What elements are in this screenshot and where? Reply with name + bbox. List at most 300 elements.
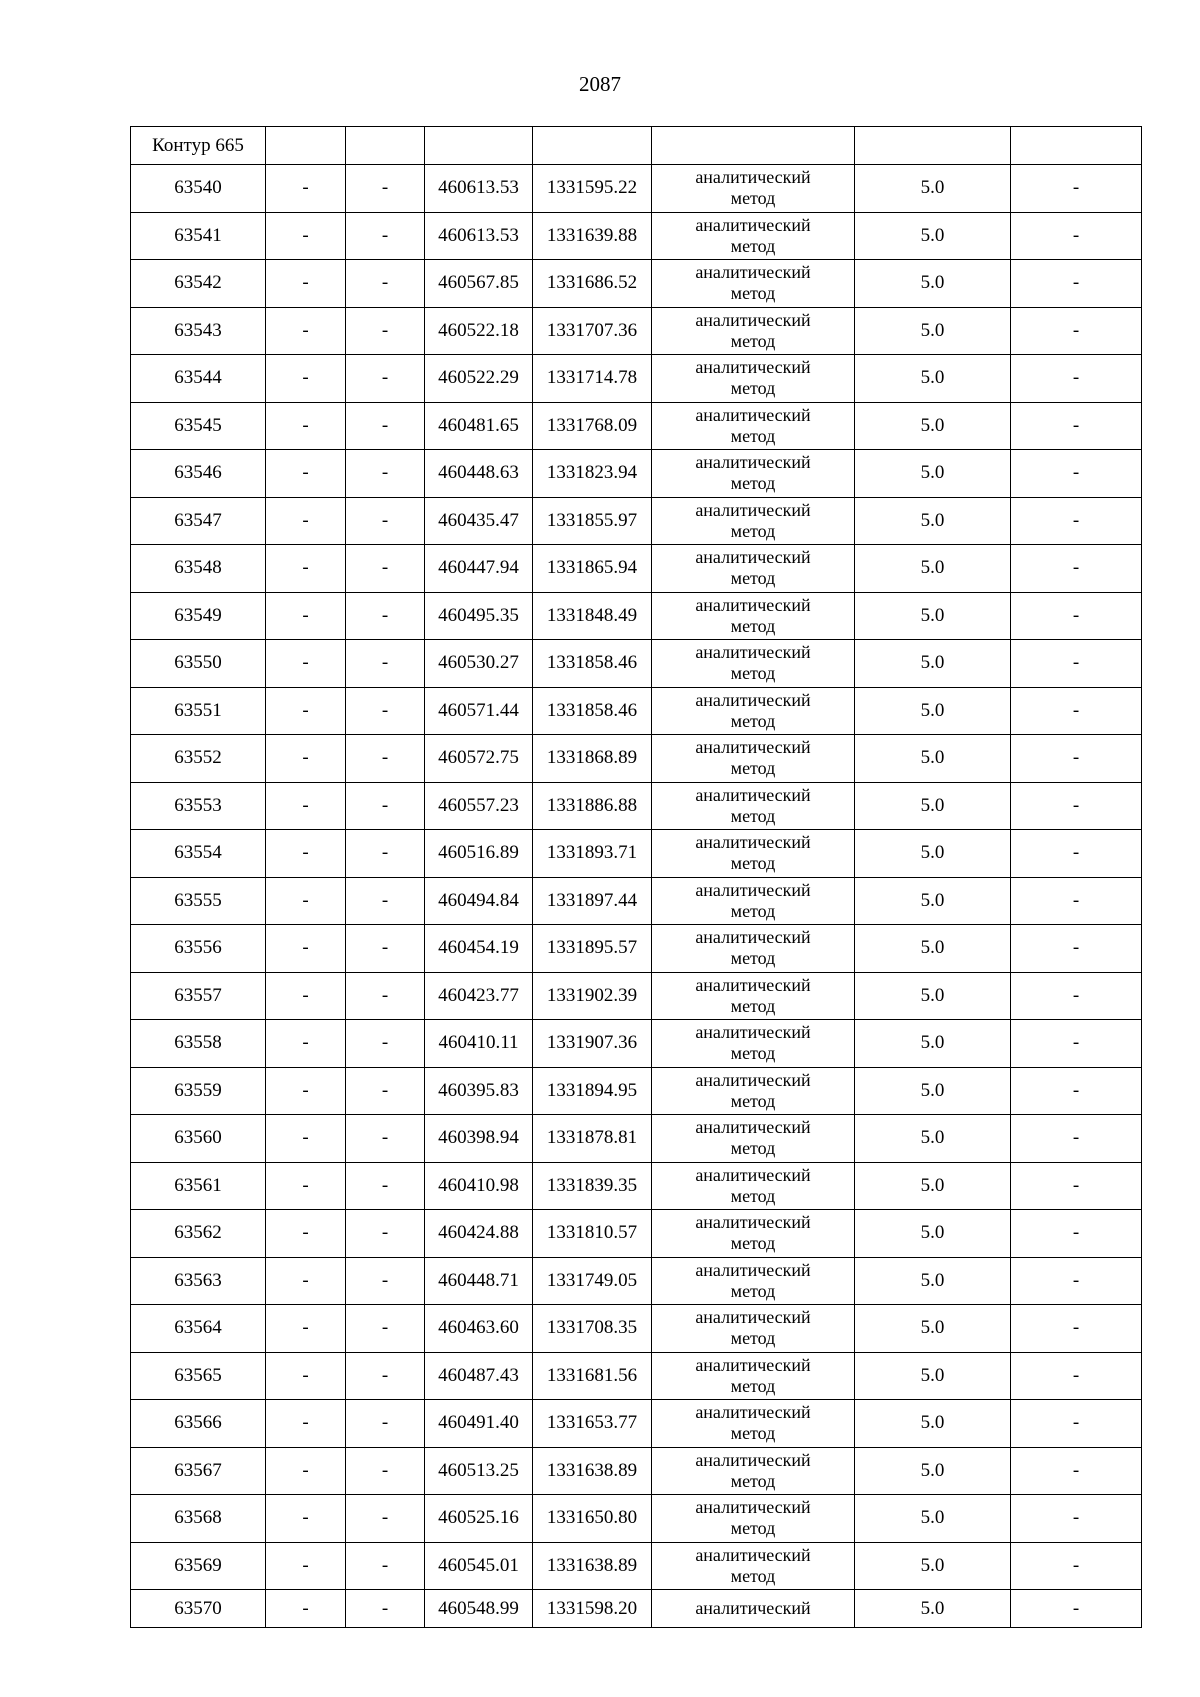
y-coordinate-cell: 1331855.97: [533, 497, 652, 545]
table-row: [131, 782, 1142, 830]
table-row: [131, 1495, 1142, 1543]
x-coordinate-cell: 460522.29: [425, 355, 533, 403]
table-row: [131, 1590, 1142, 1628]
method-cell: [652, 212, 855, 260]
table-body: [131, 127, 1142, 1628]
dash-cell: -: [1011, 1305, 1142, 1353]
dash-cell: -: [346, 687, 425, 735]
accuracy-cell: 5.0: [855, 1067, 1011, 1115]
table-row: [131, 877, 1142, 925]
method-line-1: аналитический: [695, 879, 811, 900]
y-coordinate-cell: 1331858.46: [533, 687, 652, 735]
dash-cell: -: [1011, 1115, 1142, 1163]
x-coordinate-cell: 460410.11: [425, 1020, 533, 1068]
method-line-1: аналитический: [695, 1449, 811, 1470]
method-cell: [652, 1020, 855, 1068]
point-number-cell: 63561: [131, 1162, 266, 1210]
method-line-2: метод: [730, 948, 776, 969]
empty-cell: [855, 127, 1011, 165]
method-line-1: аналитический: [695, 309, 811, 330]
accuracy-cell: 5.0: [855, 1115, 1011, 1163]
point-number-cell: 63550: [131, 640, 266, 688]
table-row: [131, 402, 1142, 450]
dash-cell: -: [1011, 1162, 1142, 1210]
dash-cell: -: [346, 212, 425, 260]
accuracy-cell: 5.0: [855, 165, 1011, 213]
dash-cell: -: [1011, 1257, 1142, 1305]
method-cell: [652, 1400, 855, 1448]
dash-cell: -: [266, 1352, 346, 1400]
y-coordinate-cell: 1331878.81: [533, 1115, 652, 1163]
dash-cell: -: [266, 260, 346, 308]
dash-cell: -: [266, 1447, 346, 1495]
method-line-1: аналитический: [695, 499, 811, 520]
method-cell: [652, 1352, 855, 1400]
dash-cell: -: [1011, 355, 1142, 403]
dash-cell: -: [266, 1020, 346, 1068]
dash-cell: -: [266, 735, 346, 783]
table-row: [131, 355, 1142, 403]
y-coordinate-cell: 1331681.56: [533, 1352, 652, 1400]
method-line-2: метод: [730, 235, 776, 256]
dash-cell: -: [266, 1590, 346, 1628]
method-line-1: аналитический: [695, 1307, 811, 1328]
method-line-1: аналитический: [695, 689, 811, 710]
table-row: [131, 735, 1142, 783]
method-cell: [652, 925, 855, 973]
method-line-2: метод: [730, 1328, 776, 1349]
dash-cell: -: [346, 925, 425, 973]
accuracy-cell: 5.0: [855, 1542, 1011, 1590]
x-coordinate-cell: 460495.35: [425, 592, 533, 640]
method-cell: [652, 735, 855, 783]
dash-cell: -: [266, 782, 346, 830]
table-row: [131, 260, 1142, 308]
method-line-1: аналитический: [695, 642, 811, 663]
dash-cell: -: [346, 1067, 425, 1115]
table-row: [131, 1067, 1142, 1115]
method-line-1: аналитический: [695, 214, 811, 235]
dash-cell: -: [346, 355, 425, 403]
method-cell: [652, 1590, 855, 1628]
method-line-2: метод: [730, 1423, 776, 1444]
accuracy-cell: 5.0: [855, 925, 1011, 973]
dash-cell: -: [346, 735, 425, 783]
y-coordinate-cell: 1331638.89: [533, 1447, 652, 1495]
table-row: [131, 1542, 1142, 1590]
accuracy-cell: 5.0: [855, 877, 1011, 925]
method-cell: [652, 1162, 855, 1210]
dash-cell: -: [266, 545, 346, 593]
x-coordinate-cell: 460463.60: [425, 1305, 533, 1353]
dash-cell: -: [346, 1400, 425, 1448]
dash-cell: -: [1011, 1020, 1142, 1068]
accuracy-cell: 5.0: [855, 260, 1011, 308]
dash-cell: -: [346, 1447, 425, 1495]
accuracy-cell: 5.0: [855, 1447, 1011, 1495]
method-cell: [652, 1210, 855, 1258]
method-line-2: метод: [730, 805, 776, 826]
table-row: [131, 497, 1142, 545]
method-cell: [652, 1447, 855, 1495]
method-line-2: метод: [730, 1280, 776, 1301]
dash-cell: -: [346, 592, 425, 640]
y-coordinate-cell: 1331749.05: [533, 1257, 652, 1305]
empty-cell: [1011, 127, 1142, 165]
dash-cell: -: [266, 1257, 346, 1305]
x-coordinate-cell: 460557.23: [425, 782, 533, 830]
empty-cell: [652, 127, 855, 165]
dash-cell: -: [266, 1115, 346, 1163]
y-coordinate-cell: 1331598.20: [533, 1590, 652, 1628]
method-line-1: аналитический: [695, 1598, 811, 1618]
empty-cell: [266, 127, 346, 165]
coordinates-table: [130, 126, 1142, 1628]
dash-cell: -: [266, 877, 346, 925]
method-cell: [652, 972, 855, 1020]
method-line-2: метод: [730, 710, 776, 731]
x-coordinate-cell: 460613.53: [425, 212, 533, 260]
x-coordinate-cell: 460571.44: [425, 687, 533, 735]
dash-cell: -: [1011, 260, 1142, 308]
dash-cell: -: [1011, 1400, 1142, 1448]
table-row: [131, 1400, 1142, 1448]
method-line-2: метод: [730, 330, 776, 351]
accuracy-cell: 5.0: [855, 1020, 1011, 1068]
contour-header-row: [131, 127, 1142, 165]
dash-cell: -: [346, 782, 425, 830]
x-coordinate-cell: 460410.98: [425, 1162, 533, 1210]
dash-cell: -: [1011, 545, 1142, 593]
x-coordinate-cell: 460516.89: [425, 830, 533, 878]
accuracy-cell: 5.0: [855, 1162, 1011, 1210]
dash-cell: -: [266, 1542, 346, 1590]
dash-cell: -: [346, 260, 425, 308]
accuracy-cell: 5.0: [855, 1210, 1011, 1258]
x-coordinate-cell: 460423.77: [425, 972, 533, 1020]
method-line-2: метод: [730, 1375, 776, 1396]
dash-cell: -: [346, 307, 425, 355]
dash-cell: -: [1011, 925, 1142, 973]
x-coordinate-cell: 460448.71: [425, 1257, 533, 1305]
method-line-2: метод: [730, 1090, 776, 1111]
method-line-2: метод: [730, 1233, 776, 1254]
method-cell: [652, 782, 855, 830]
method-cell: [652, 1257, 855, 1305]
method-cell: [652, 450, 855, 498]
x-coordinate-cell: 460494.84: [425, 877, 533, 925]
accuracy-cell: 5.0: [855, 640, 1011, 688]
dash-cell: -: [346, 877, 425, 925]
dash-cell: -: [1011, 307, 1142, 355]
method-line-2: метод: [730, 1043, 776, 1064]
table-row: [131, 1447, 1142, 1495]
accuracy-cell: 5.0: [855, 782, 1011, 830]
point-number-cell: 63547: [131, 497, 266, 545]
table-row: [131, 307, 1142, 355]
y-coordinate-cell: 1331707.36: [533, 307, 652, 355]
point-number-cell: 63555: [131, 877, 266, 925]
method-line-2: метод: [730, 473, 776, 494]
method-line-1: аналитический: [695, 974, 811, 995]
method-line-2: метод: [730, 900, 776, 921]
point-number-cell: 63543: [131, 307, 266, 355]
dash-cell: -: [346, 640, 425, 688]
method-line-2: метод: [730, 1185, 776, 1206]
y-coordinate-cell: 1331686.52: [533, 260, 652, 308]
dash-cell: -: [346, 545, 425, 593]
dash-cell: -: [266, 212, 346, 260]
x-coordinate-cell: 460548.99: [425, 1590, 533, 1628]
method-cell: [652, 402, 855, 450]
accuracy-cell: 5.0: [855, 592, 1011, 640]
dash-cell: -: [266, 830, 346, 878]
x-coordinate-cell: 460481.65: [425, 402, 533, 450]
point-number-cell: 63558: [131, 1020, 266, 1068]
dash-cell: -: [1011, 1210, 1142, 1258]
y-coordinate-cell: 1331714.78: [533, 355, 652, 403]
accuracy-cell: 5.0: [855, 1305, 1011, 1353]
dash-cell: -: [266, 355, 346, 403]
method-cell: [652, 1305, 855, 1353]
dash-cell: -: [1011, 497, 1142, 545]
method-line-2: метод: [730, 615, 776, 636]
x-coordinate-cell: 460395.83: [425, 1067, 533, 1115]
dash-cell: -: [266, 1495, 346, 1543]
method-cell: [652, 640, 855, 688]
dash-cell: -: [1011, 877, 1142, 925]
method-line-1: аналитический: [695, 357, 811, 378]
method-cell: [652, 355, 855, 403]
point-number-cell: 63548: [131, 545, 266, 593]
dash-cell: -: [1011, 640, 1142, 688]
dash-cell: -: [1011, 1067, 1142, 1115]
dash-cell: -: [1011, 830, 1142, 878]
y-coordinate-cell: 1331839.35: [533, 1162, 652, 1210]
contour-label: Контур 665: [131, 127, 266, 165]
method-line-1: аналитический: [695, 404, 811, 425]
table-row: [131, 545, 1142, 593]
y-coordinate-cell: 1331894.95: [533, 1067, 652, 1115]
table-row: [131, 687, 1142, 735]
point-number-cell: 63562: [131, 1210, 266, 1258]
dash-cell: -: [266, 687, 346, 735]
x-coordinate-cell: 460491.40: [425, 1400, 533, 1448]
method-line-2: метод: [730, 1138, 776, 1159]
accuracy-cell: 5.0: [855, 972, 1011, 1020]
x-coordinate-cell: 460522.18: [425, 307, 533, 355]
dash-cell: -: [266, 972, 346, 1020]
method-line-1: аналитический: [695, 1259, 811, 1280]
method-line-1: аналитический: [695, 737, 811, 758]
x-coordinate-cell: 460435.47: [425, 497, 533, 545]
dash-cell: -: [266, 450, 346, 498]
accuracy-cell: 5.0: [855, 212, 1011, 260]
point-number-cell: 63567: [131, 1447, 266, 1495]
point-number-cell: 63546: [131, 450, 266, 498]
method-cell: [652, 1115, 855, 1163]
dash-cell: -: [1011, 735, 1142, 783]
point-number-cell: 63564: [131, 1305, 266, 1353]
y-coordinate-cell: 1331902.39: [533, 972, 652, 1020]
y-coordinate-cell: 1331638.89: [533, 1542, 652, 1590]
accuracy-cell: 5.0: [855, 735, 1011, 783]
method-line-1: аналитический: [695, 1117, 811, 1138]
point-number-cell: 63542: [131, 260, 266, 308]
method-cell: [652, 687, 855, 735]
method-line-2: метод: [730, 663, 776, 684]
method-line-1: аналитический: [695, 594, 811, 615]
dash-cell: -: [1011, 450, 1142, 498]
accuracy-cell: 5.0: [855, 1495, 1011, 1543]
method-cell: [652, 1067, 855, 1115]
method-line-2: метод: [730, 995, 776, 1016]
dash-cell: -: [346, 1020, 425, 1068]
dash-cell: -: [266, 1305, 346, 1353]
dash-cell: -: [346, 1352, 425, 1400]
method-cell: [652, 260, 855, 308]
method-line-1: аналитический: [695, 1354, 811, 1375]
method-line-1: аналитический: [695, 167, 811, 188]
dash-cell: -: [1011, 1542, 1142, 1590]
dash-cell: -: [266, 592, 346, 640]
x-coordinate-cell: 460567.85: [425, 260, 533, 308]
dash-cell: -: [346, 450, 425, 498]
y-coordinate-cell: 1331893.71: [533, 830, 652, 878]
dash-cell: -: [346, 1542, 425, 1590]
y-coordinate-cell: 1331768.09: [533, 402, 652, 450]
point-number-cell: 63557: [131, 972, 266, 1020]
point-number-cell: 63541: [131, 212, 266, 260]
accuracy-cell: 5.0: [855, 1352, 1011, 1400]
point-number-cell: 63556: [131, 925, 266, 973]
x-coordinate-cell: 460487.43: [425, 1352, 533, 1400]
point-number-cell: 63569: [131, 1542, 266, 1590]
dash-cell: -: [1011, 402, 1142, 450]
method-line-1: аналитический: [695, 1402, 811, 1423]
x-coordinate-cell: 460530.27: [425, 640, 533, 688]
method-line-2: метод: [730, 853, 776, 874]
accuracy-cell: 5.0: [855, 402, 1011, 450]
method-line-2: метод: [730, 378, 776, 399]
dash-cell: -: [266, 640, 346, 688]
point-number-cell: 63560: [131, 1115, 266, 1163]
x-coordinate-cell: 460454.19: [425, 925, 533, 973]
dash-cell: -: [346, 1115, 425, 1163]
dash-cell: -: [346, 1162, 425, 1210]
dash-cell: -: [266, 402, 346, 450]
x-coordinate-cell: 460398.94: [425, 1115, 533, 1163]
point-number-cell: 63559: [131, 1067, 266, 1115]
method-line-1: аналитический: [695, 927, 811, 948]
method-cell: [652, 545, 855, 593]
table-row: [131, 1162, 1142, 1210]
y-coordinate-cell: 1331650.80: [533, 1495, 652, 1543]
point-number-cell: 63568: [131, 1495, 266, 1543]
table-row: [131, 1210, 1142, 1258]
dash-cell: -: [1011, 592, 1142, 640]
y-coordinate-cell: 1331895.57: [533, 925, 652, 973]
point-number-cell: 63552: [131, 735, 266, 783]
table-row: [131, 212, 1142, 260]
dash-cell: -: [1011, 687, 1142, 735]
accuracy-cell: 5.0: [855, 1590, 1011, 1628]
method-line-2: метод: [730, 425, 776, 446]
point-number-cell: 63565: [131, 1352, 266, 1400]
method-line-2: метод: [730, 1565, 776, 1586]
point-number-cell: 63553: [131, 782, 266, 830]
point-number-cell: 63570: [131, 1590, 266, 1628]
y-coordinate-cell: 1331897.44: [533, 877, 652, 925]
method-line-1: аналитический: [695, 1022, 811, 1043]
point-number-cell: 63549: [131, 592, 266, 640]
empty-cell: [425, 127, 533, 165]
dash-cell: -: [266, 165, 346, 213]
y-coordinate-cell: 1331848.49: [533, 592, 652, 640]
table-row: [131, 1257, 1142, 1305]
method-line-2: метод: [730, 758, 776, 779]
dash-cell: -: [266, 925, 346, 973]
dash-cell: -: [346, 1257, 425, 1305]
dash-cell: -: [266, 497, 346, 545]
table-row: [131, 1020, 1142, 1068]
x-coordinate-cell: 460513.25: [425, 1447, 533, 1495]
dash-cell: -: [346, 402, 425, 450]
y-coordinate-cell: 1331595.22: [533, 165, 652, 213]
method-line-1: аналитический: [695, 1164, 811, 1185]
method-line-1: аналитический: [695, 547, 811, 568]
accuracy-cell: 5.0: [855, 830, 1011, 878]
accuracy-cell: 5.0: [855, 1257, 1011, 1305]
dash-cell: -: [346, 972, 425, 1020]
dash-cell: -: [346, 830, 425, 878]
dash-cell: -: [1011, 212, 1142, 260]
dash-cell: -: [266, 1210, 346, 1258]
table-row: [131, 925, 1142, 973]
accuracy-cell: 5.0: [855, 307, 1011, 355]
method-line-2: метод: [730, 568, 776, 589]
accuracy-cell: 5.0: [855, 450, 1011, 498]
dash-cell: -: [346, 165, 425, 213]
method-line-1: аналитический: [695, 1497, 811, 1518]
dash-cell: -: [346, 1495, 425, 1543]
method-cell: [652, 877, 855, 925]
dash-cell: -: [266, 307, 346, 355]
table-row: [131, 592, 1142, 640]
dash-cell: -: [1011, 1590, 1142, 1628]
method-line-2: метод: [730, 1470, 776, 1491]
accuracy-cell: 5.0: [855, 1400, 1011, 1448]
y-coordinate-cell: 1331708.35: [533, 1305, 652, 1353]
dash-cell: -: [346, 497, 425, 545]
table-row: [131, 1305, 1142, 1353]
y-coordinate-cell: 1331886.88: [533, 782, 652, 830]
x-coordinate-cell: 460613.53: [425, 165, 533, 213]
dash-cell: -: [1011, 782, 1142, 830]
x-coordinate-cell: 460545.01: [425, 1542, 533, 1590]
table-row: [131, 165, 1142, 213]
y-coordinate-cell: 1331868.89: [533, 735, 652, 783]
y-coordinate-cell: 1331653.77: [533, 1400, 652, 1448]
method-line-1: аналитический: [695, 452, 811, 473]
method-line-1: аналитический: [695, 784, 811, 805]
y-coordinate-cell: 1331907.36: [533, 1020, 652, 1068]
accuracy-cell: 5.0: [855, 497, 1011, 545]
method-line-1: аналитический: [695, 1544, 811, 1565]
y-coordinate-cell: 1331639.88: [533, 212, 652, 260]
method-cell: [652, 497, 855, 545]
page-number: 2087: [579, 72, 621, 96]
